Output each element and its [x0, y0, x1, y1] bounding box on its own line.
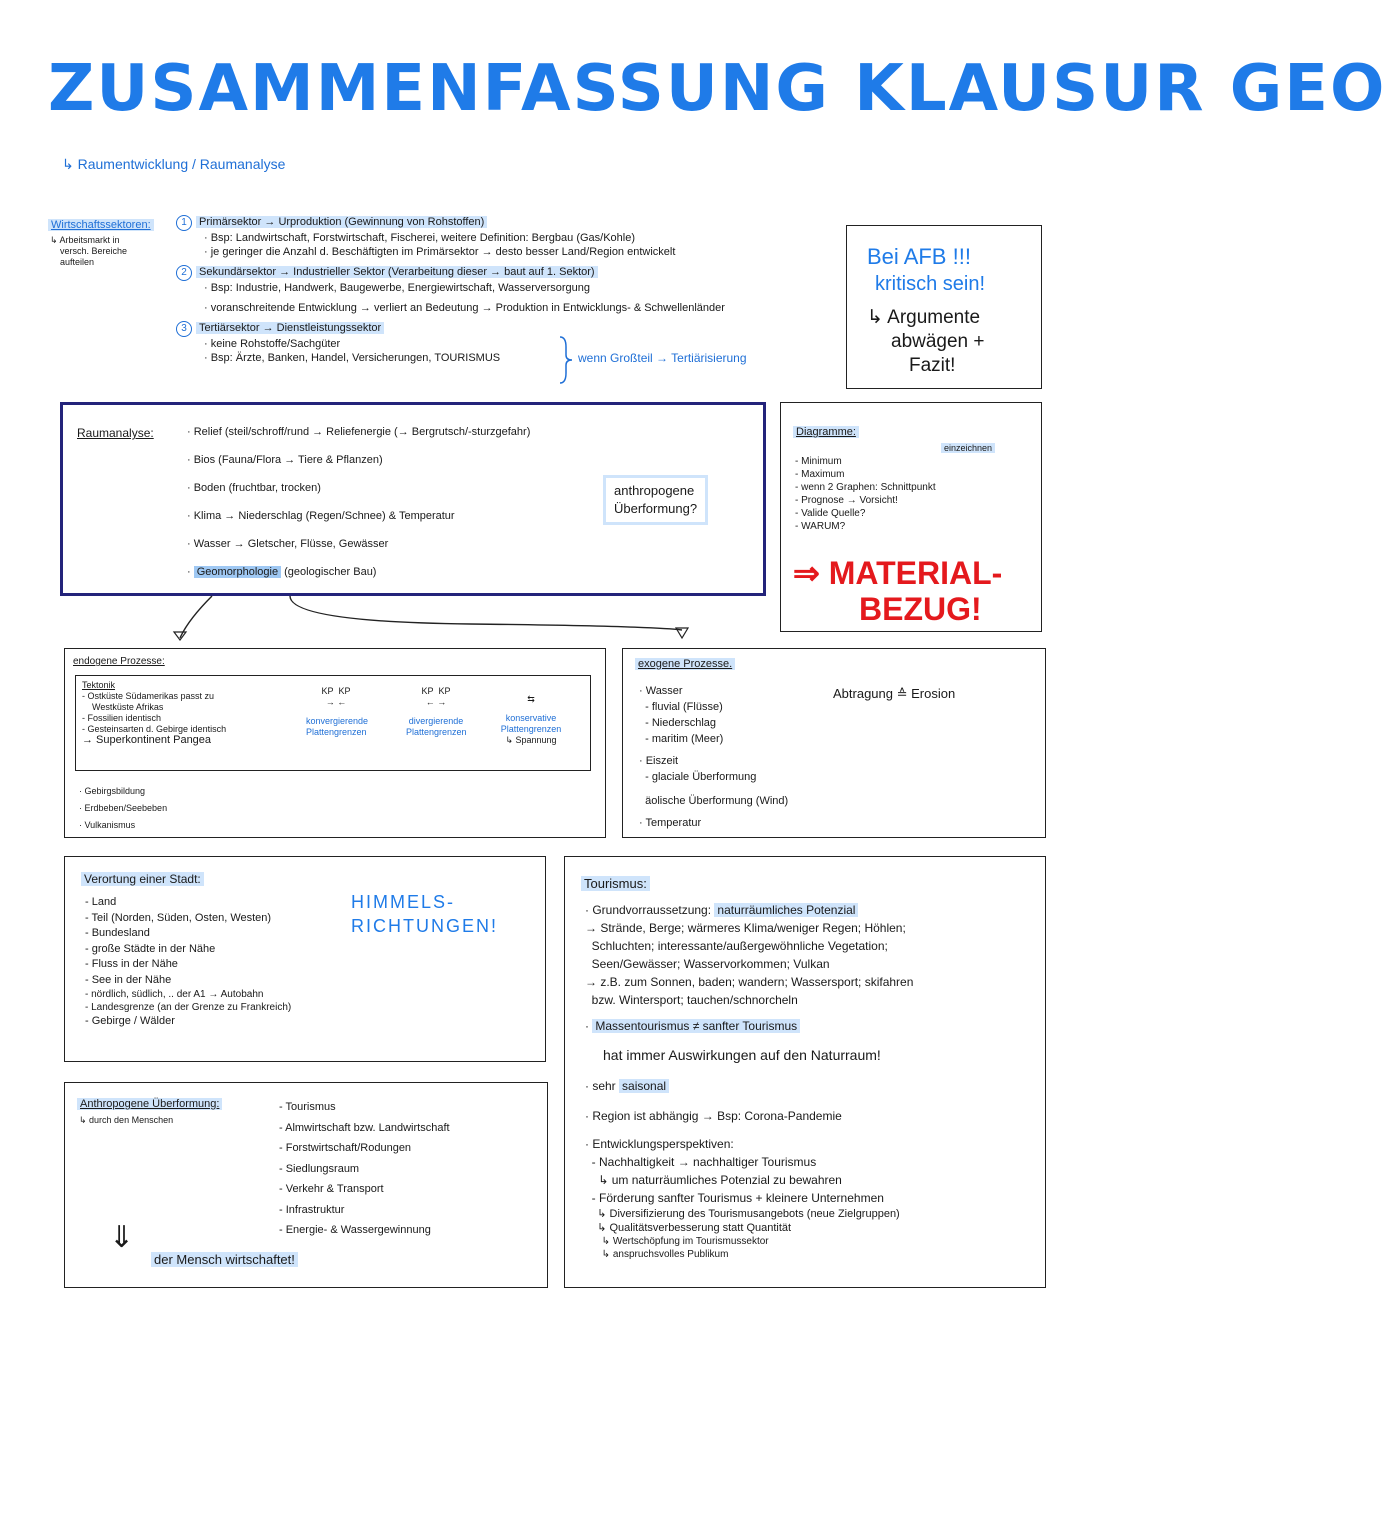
diagramme-box: Diagramme: einzeichnen - Minimum - Maximum - wenn 2 Graphen: Schnittpunkt - Prognose → Vorsicht! - Valide Quelle? - WARUM? ⇒ MATERIAL- BEZUG! — [780, 402, 1042, 632]
page-title: ZUSAMMENFASSUNG KLAUSUR GEO — [48, 52, 1386, 126]
anthropogen-note: anthropogene Überformung? — [603, 475, 708, 525]
wirtschaft-note: ↳ Arbeitsmarkt in versch. Bereiche aufteilen — [50, 235, 128, 267]
wirtschaft-heading: Wirtschaftssektoren: — [48, 218, 154, 232]
tourismus-box: Tourismus: · Grundvorraussetzung: naturräumliches Potenzial → Strände, Berge; wärmeres Klima/weniger Regen; Höhlen; Schluchten; interessante/außergewöhnliche Vegetation; Seen/Gewässer; Wasservorkommen; Vulkan → z.B. zum Sonnen, baden; wandern; Wassersport; skifahren bzw. Wintersport; tauchen/schnorcheln · Massentourismus ≠ sanfter Tourismus hat immer Auswirkungen auf den Naturraum! · sehr saisonal · Region ist abhängig → Bsp: Corona-Pandemie · Entwicklungsperspektiven: - Nachhaltigkeit → nachhaltiger Tourismus ↳ um naturräumliches Potenzial zu bewahren - Förderung sanfter Tourismus + kleinere Unternehmen ↳ Diversifizierung des Tourismusangebots (neue Zielgruppen) ↳ Qualitätsverbesserung statt Quantität ↳ Wertschöpfung im Tourismussektor ↳ anspruchsvolles Publikum — [564, 856, 1046, 1288]
tertiary-sector: 3 Tertiärsektor → Dienstleistungssektor — [176, 321, 725, 337]
raumanalyse-box: Raumanalyse: · Relief (steil/schroff/rund → Reliefenergie (→ Bergrutsch/-sturzgefahr) · Bios (Fauna/Flora → Tiere & Pflanzen) · Boden (fruchtbar, trocken) · Klima → Niederschlag (Regen/Schnee) & Temperatur · Wasser → Gletscher, Flüsse, Gewässer · Geomorphologie (geologischer Bau) anthropogene Überformung? — [60, 402, 766, 596]
konservativ-diagram: ⇆ konservative Plattengrenzen ↳ Spannung — [500, 694, 562, 745]
konvergent-diagram: KP KP → ← konvergierende Plattengrenzen — [306, 686, 369, 737]
brace-icon — [556, 335, 576, 385]
primary-sector: 1 Primärsektor → Urproduktion (Gewinnung von Rohstoffen) — [176, 215, 725, 231]
divergent-diagram: KP KP ← → divergierende Plattengrenzen — [406, 686, 467, 737]
secondary-sector: 2 Sekundärsektor → Industrieller Sektor (Verarbeitung dieser → baut auf 1. Sektor) — [176, 265, 725, 281]
raumanalyse-heading: Raumanalyse: — [77, 426, 154, 440]
brace-note: wenn Großteil → Tertiärisierung — [578, 351, 747, 365]
anthropogen-box: Anthropogene Überformung: ↳ durch den Menschen - Tourismus - Almwirtschaft bzw. Landwirtschaft - Forstwirtschaft/Rodungen - Siedlungsraum - Verkehr & Transport - Infrastruktur - Energie- & Wassergewinnung ⇓ der Mensch wirtschaftet! — [64, 1082, 548, 1288]
abtragung-note: Abtragung ≙ Erosion — [833, 686, 956, 701]
afb-box: Bei AFB !!! kritisch sein! ↳ Argumente abwägen + Fazit! — [846, 225, 1042, 389]
geomorphologie-label: Geomorphologie — [194, 566, 281, 578]
down-arrow-icon: ⇓ — [109, 1221, 135, 1254]
endogen-box: endogene Prozesse: Tektonik - Ostküste Südamerikas passt zu Westküste Afrikas - Fossilien identisch - Gesteinsarten d. Gebirge identisch → Superkontinent Pangea KP KP → ← konvergierende Plattengrenzen KP KP ← → divergierende Plattengrenzen ⇆ konservative Plattengrenzen ↳ Spannung · Gebirgsbildung · Erdbeben/Seebeben · Vulkanismus — [64, 648, 606, 838]
subtitle: ↳ Raumentwicklung / Raumanalyse — [62, 156, 286, 172]
branch-arrows-icon — [170, 592, 700, 644]
sector-list: 1 Primärsektor → Urproduktion (Gewinnung von Rohstoffen) · Bsp: Landwirtschaft, Forstwirtschaft, Fischerei, weitere Definition: Bergbau (Gas/Kohle) · je geringer die Anzahl d. Beschäftigten im Primärsektor → desto besser Land/Region entwickelt 2 Sekundärsektor → Industrieller Sektor (Verarbeitung dieser → baut auf 1. Sektor) · Bsp: Industrie, Handwerk, Baugewerbe, Energiewirtschaft, Wasserversorgung · voranschreitende Entwicklung → verliert an Bedeutung → Produktion in Entwicklungs- & Schwellenländer 3 Tertiärsektor → Dienstleistungssektor · keine Rohstoffe/Sachgüter · Bsp: Ärzte, Banken, Handel, Versicherungen, TOURISMUS — [176, 215, 725, 365]
tektonik-box: Tektonik - Ostküste Südamerikas passt zu Westküste Afrikas - Fossilien identisch - Gesteinsarten d. Gebirge identisch → Superkontinent Pangea KP KP → ← konvergierende Plattengrenzen KP KP ← → divergierende Plattengrenzen ⇆ konservative Plattengrenzen ↳ Spannung — [75, 675, 591, 771]
exogen-box: exogene Prozesse. Abtragung ≙ Erosion · Wasser - fluvial (Flüsse) - Niederschlag - maritim (Meer) · Eiszeit - glaciale Überformung äolische Überformung (Wind) · Temperatur — [622, 648, 1046, 838]
verortung-box: Verortung einer Stadt: - Land - Teil (Norden, Süden, Osten, Westen) - Bundesland - große Städte in der Nähe - Fluss in der Nähe - See in der Nähe - nördlich, südlich, .. der A1 → Autobahn - Landesgrenze (an der Grenze zu Frankreich) - Gebirge / Wälder HIMMELS- RICHTUNGEN! — [64, 856, 546, 1062]
